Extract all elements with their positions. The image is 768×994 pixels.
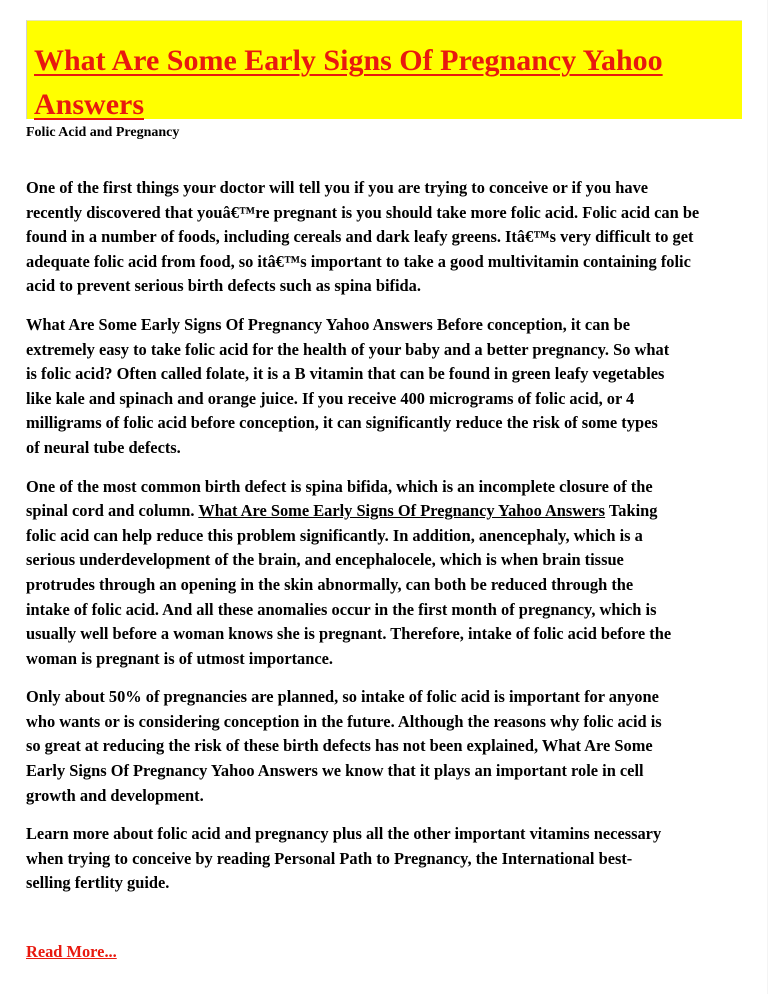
paragraph-4 [26,685,768,808]
paragraph-line: recently discovered that youâ€™re pregnant is you should take more folic acid. Folic acid can be [26,202,700,222]
paragraph-line: woman is pregnant is of utmost importance. [26,648,334,668]
paragraph-2 [26,313,768,461]
paragraph-line: of neural tube defects. [26,437,181,457]
paragraph-line: selling fertlity guide. [26,873,170,893]
paragraph-5 [26,822,768,896]
paragraph-line: acid to prevent serious birth defects such as spina bifida. [26,276,421,296]
paragraph-line: when trying to conceive by reading Personal Path to Pregnancy, the International best- [26,848,633,868]
paragraph-line: growth and development. [26,785,204,805]
paragraph-line: serious underdevelopment of the brain, and encephalocele, which is when brain tissue [26,550,624,570]
paragraph-line: Only about 50% of pregnancies are planned, so intake of folic acid is important for anyone [26,687,659,707]
paragraph-line: adequate folic acid from food, so itâ€™s important to take a good multivitamin containing folic [26,251,691,271]
paragraph-text: Taking [605,501,658,521]
paragraph-line: extremely easy to take folic acid for the health of your baby and a better pregnancy. So what [26,339,670,359]
paragraph-line: is folic acid? Often called folate, it is a B vitamin that can be found in green leafy vegetables [26,364,665,384]
paragraph-line: protrudes through an opening in the skin abnormally, can both be reduced through the [26,574,634,594]
paragraph-line: What Are Some Early Signs Of Pregnancy Yahoo Answers Before conception, it can be [26,314,631,334]
paragraph-text: spinal cord and column. [26,501,199,521]
paragraph-line: Learn more about folic acid and pregnancy plus all the other important vitamins necessary [26,824,662,844]
read-more-link[interactable]: Read More... [26,942,117,961]
paragraph-line: One of the first things your doctor will tell you if you are trying to conceive or if you have [26,178,649,197]
page-title-line-1: What Are Some Early Signs Of Pregnancy Yahoo [34,44,663,77]
paragraph-line: who wants or is considering conception in the future. Although the reasons why folic acid is [26,711,662,731]
paragraph-line: intake of folic acid. And all these anomalies occur in the first month of pregnancy, which is [26,599,657,619]
page-title [34,39,734,127]
paragraph-line [26,499,768,524]
paragraph-line: found in a number of foods, including cereals and dark leafy greens. Itâ€™s very difficult to get [26,227,694,247]
paragraph-line: milligrams of folic acid before conception, it can significantly reduce the risk of some types [26,413,658,433]
paragraph-line: usually well before a woman knows she is pregnant. Therefore, intake of folic acid before the [26,624,672,644]
section-subtitle: Folic Acid and Pregnancy [26,125,180,140]
paragraph-3 [26,475,768,672]
paragraph-1 [26,176,768,299]
paragraph-line: One of the most common birth defect is spina bifida, which is an incomplete closure of the [26,476,653,496]
article-body [26,176,768,910]
title-link[interactable]: What Are Some Early Signs Of Pregnancy Yahoo Answers [198,501,606,521]
paragraph-line: folic acid can help reduce this problem significantly. In addition, anencephaly, which is a [26,525,643,545]
title-banner [26,20,742,119]
paragraph-line: Early Signs Of Pregnancy Yahoo Answers we know that it plays an important role in cell [26,761,644,781]
paragraph-line: so great at reducing the risk of these birth defects has not been explained, What Are Some [26,736,653,756]
paragraph-line: like kale and spinach and orange juice. If you receive 400 micrograms of folic acid, or 4 [26,388,635,408]
page-title-line-2: Answers [34,88,144,121]
